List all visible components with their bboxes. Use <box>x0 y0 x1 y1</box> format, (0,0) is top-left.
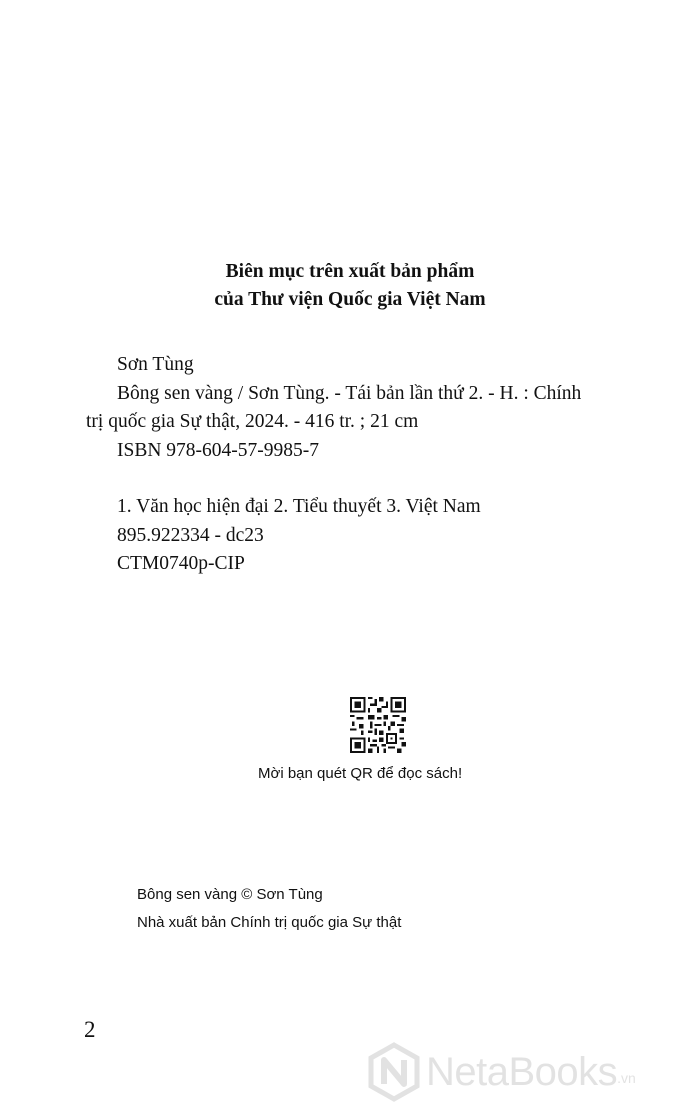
netabooks-watermark <box>364 1040 694 1104</box>
watermark-suffix: .vn <box>617 1070 636 1086</box>
record-subjects: 1. Văn học hiện đại 2. Tiểu thuyết 3. Việt Nam <box>117 496 481 517</box>
netabooks-n-logo-icon <box>364 1042 424 1102</box>
copyright-notice <box>137 881 401 937</box>
record-classification: 895.922334 - dc23 <box>117 524 264 546</box>
copyright-line2: Nhà xuất bản Chính trị quốc gia Sự thật <box>137 914 402 931</box>
cip-heading <box>0 258 700 314</box>
cip-heading-line2: của Thư viện Quốc gia Việt Nam <box>214 289 486 310</box>
page-number: 2 <box>84 1017 96 1042</box>
record-author: Sơn Tùng <box>117 354 194 375</box>
qr-caption: Mời bạn quét QR để đọc sách! <box>258 765 463 782</box>
qr-block <box>0 697 700 753</box>
record-cip-number: CTM0740p-CIP <box>117 553 245 574</box>
record-isbn: ISBN 978-604-57-9985-7 <box>117 439 320 461</box>
cip-heading-line1: Biên mục trên xuất bản phẩm <box>225 261 475 282</box>
record-title-line2: trị quốc gia Sự thật, 2024. - 416 tr. ; 21 cm <box>86 411 419 432</box>
watermark-brand: NetaBooks <box>426 1049 618 1094</box>
qr-code-icon[interactable] <box>350 697 406 753</box>
cip-record <box>86 351 626 579</box>
copyright-line1: Bông sen vàng © Sơn Tùng <box>137 886 323 903</box>
record-title-line1: Bông sen vàng / Sơn Tùng. - Tái bản lần thứ 2. - H. : Chính <box>117 382 582 404</box>
